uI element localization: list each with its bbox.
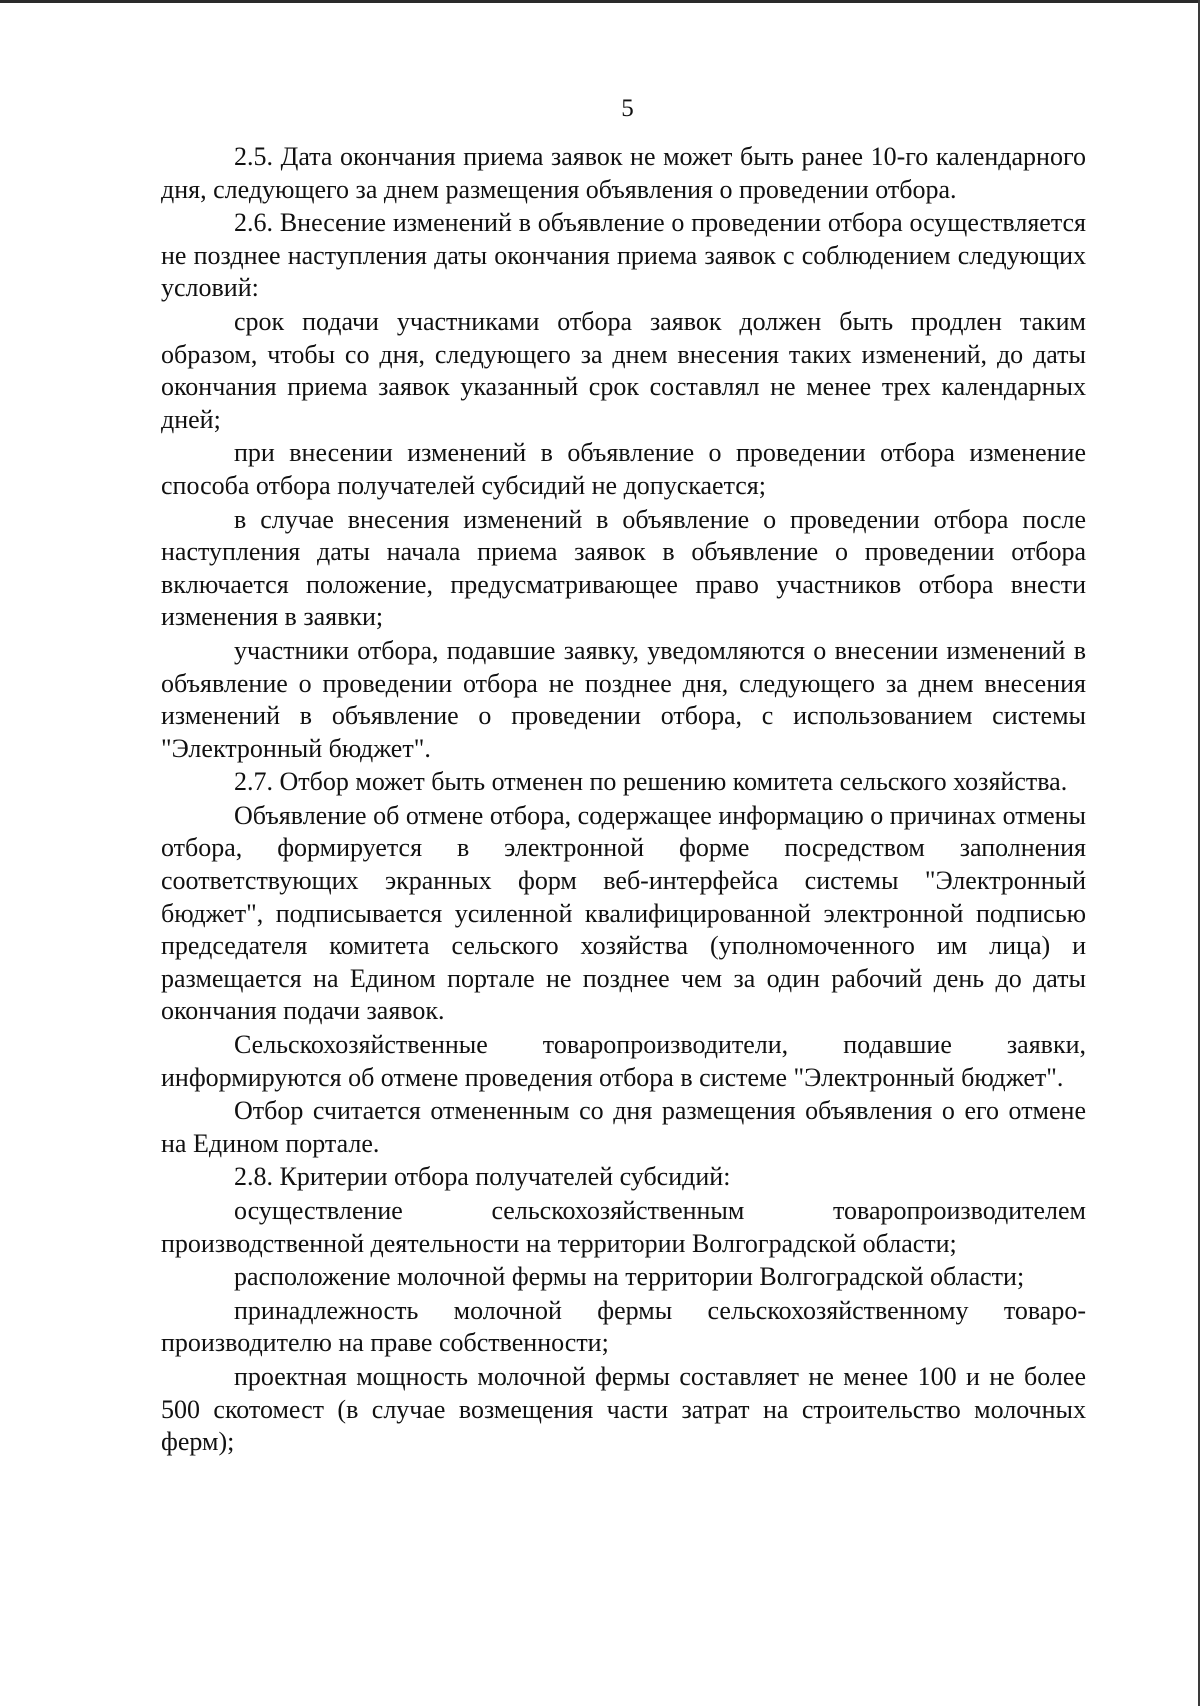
page-number: 5 (621, 95, 634, 122)
paragraph-2-6-condition-2: при внесении изменений в объявление о проведении отбора изменение способа отбора получателей субсидий не допускается; (161, 438, 1086, 500)
paragraph-2-6-condition-1: срок подачи участниками отбора заявок должен быть продлен таким образом, чтобы со дня, следующего за днем внесения таких изменений, до даты окончания приема заявок указанный срок составлял не менее трех календарных дней; (161, 306, 1086, 434)
paragraph-2-5: 2.5. Дата окончания приема заявок не может быть ранее 10-го календарного дня, следующего за днем размещения объявления о проведении отбора. (161, 142, 1086, 204)
scan-edge-top (0, 0, 1200, 3)
paragraph-2-7-cancellation: Отбор считается отмененным со дня размещения объявления о его отмене на Едином портале. (161, 1096, 1086, 1158)
paragraph-2-8-criterion-1: осуществление сельскохозяйственным товаропроизводителем производственной деятельности на территории Волгоградской области; (161, 1196, 1086, 1258)
paragraph-2-8-criterion-4: проектная мощность молочной фермы составляет не менее 100 и не более 500 скотомест (в случае возмещения части затрат на строительство молочных ферм); (161, 1361, 1086, 1457)
document-body (161, 141, 1086, 1460)
paragraph-2-8-criterion-2: расположение молочной фермы на территории Волгоградской области; (234, 1262, 1025, 1292)
paragraph-2-7-notification: Сельскохозяйственные товаропроизводители, подавшие заявки, информируются об отмене проведения отбора в системе "Электронный бюджет". (161, 1030, 1086, 1092)
paragraph-2-7: 2.7. Отбор может быть отменен по решению комитета сельского хозяйства. (234, 767, 1068, 797)
paragraph-2-7-announcement: Объявление об отмене отбора, содержащее информацию о причинах отмены отбора, формируется в электронной форме посредством заполнения соответствующих экранных форм веб-интерфейса системы "Электронный бюджет", подписывается усиленной квалифицированной электронной подписью председателя комитета сельского хозяйства (уполномоченного им лица) и размещается на Едином портале не позднее чем за один рабочий день до даты окончания подачи заявок. (161, 800, 1086, 1026)
paragraph-2-6: 2.6. Внесение изменений в объявление о проведении отбора осуществляется не позднее наступления даты окончания приема заявок с соблюдением следующих условий: (161, 208, 1086, 303)
paragraph-2-8-criterion-3: принадлежность молочной фермы сельскохозяйственному товаропроизводителю на праве собственности; (161, 1295, 1086, 1358)
paragraph-2-8: 2.8. Критерии отбора получателей субсидий: (234, 1162, 731, 1192)
paragraph-2-6-condition-3: в случае внесения изменений в объявление о проведении отбора после наступления даты начала приема заявок в объявление о проведении отбора включается положение, предусматривающее право участников отбора внести изменения в заявки; (161, 504, 1086, 632)
paragraph-2-6-condition-4: участники отбора, подавшие заявку, уведомляются о внесении изменений в объявление о проведении отбора не позднее дня, следующего за днем внесения изменений в объявление о проведении отбора, с использованием системы "Электронный бюджет". (161, 635, 1086, 763)
